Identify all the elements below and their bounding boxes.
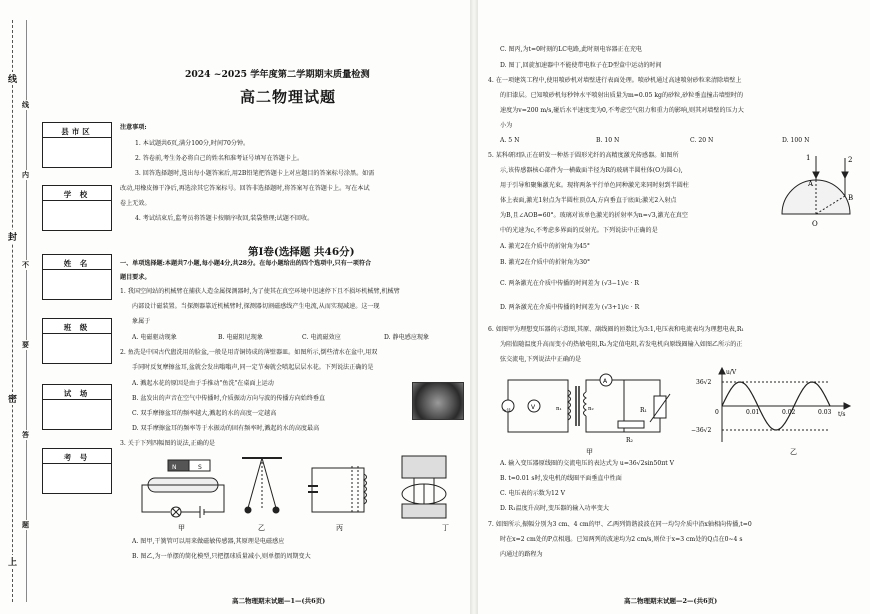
note-char: 线 — [22, 100, 29, 109]
name-field[interactable]: 姓 名 — [42, 254, 112, 300]
fig-label-ding: 丁 — [442, 524, 449, 532]
fig-label-yi: 乙 — [790, 448, 797, 456]
magnet-s-label: S — [198, 464, 202, 471]
binding-strip — [4, 0, 112, 614]
q3-option-c[interactable]: C. 图丙,为t=0时刻的LC电路,此时刻电容器正在充电 — [500, 46, 643, 53]
beam-2-label: 2 — [848, 156, 853, 164]
q1-stem: 内部设计磁装置。当探测器靠近机械臂时,探测器切割磁感线产生电流,从而实现减速。这一现 — [132, 303, 380, 310]
thermistor-label: R₁ — [640, 407, 647, 414]
q6-option-d[interactable]: D. R₁温度升高时,变压器的输入功率变大 — [500, 505, 609, 512]
exam-room-field[interactable]: 试 场 — [42, 384, 112, 430]
q4-option-d[interactable]: D. 100 N — [782, 137, 810, 144]
q4-option-a[interactable]: A. 5 N — [500, 137, 520, 144]
figure-reed-switch — [142, 460, 224, 518]
section-intro: 一、单项选择题:本题共7小题,每小题4分,共28分。在每小题给出的四个选项中,只有一项符合 — [120, 260, 372, 267]
q3-stem: 3. 关于下列四幅图的说法,正确的是 — [120, 440, 216, 447]
q6-stem: 弦交流电,下列说法中正确的是 — [500, 356, 582, 363]
q1-option-a[interactable]: A. 电磁驱动现象 — [132, 334, 177, 341]
q1-stem: 1. 我国空间站的机械臂在捕获人造金属探测器时,为了使其在真空环境中迅速停下且不损坏机械臂,机械臂 — [120, 288, 400, 295]
q2-option-c[interactable]: C. 双手摩擦盆耳的频率越大,溅起的水的高度一定越高 — [132, 410, 277, 417]
exam-page-2 — [478, 0, 870, 614]
secondary-turns-label: n₂ — [588, 406, 594, 412]
fig-label-jia: 甲 — [178, 524, 185, 532]
note-char: 内 — [22, 170, 29, 179]
note-line: 卷上无效。 — [120, 200, 151, 207]
q6-stem: 6. 如图甲为理想变压器的示意图,其原、副线圈的匝数比为3:1,电压表和电流表均为理想电表,R₁ — [488, 326, 744, 333]
point-a-label: A — [808, 180, 814, 188]
notes-heading: 注意事项: — [120, 124, 147, 131]
q5-stem: 体上表面,激光1射点为半圆柱顶点A,方向垂直于底面;激光2入射点 — [500, 197, 677, 204]
note-line: 4. 考试结束后,监考员将答题卡按顺序收回,装袋整理;试题不回收。 — [135, 215, 314, 222]
seal-char: 线 — [8, 72, 17, 85]
graph-tick-label: 0.02 — [782, 409, 796, 416]
point-o-label: O — [812, 220, 818, 228]
figure-pendulum — [242, 458, 282, 513]
q4-option-c[interactable]: C. 20 N — [690, 137, 714, 144]
q3-option-d[interactable]: D. 图丁,回旋加速器中不能使带电粒子在D型盒中运动的时间 — [500, 62, 662, 69]
q2-stem: 2. 鱼洗是中国古代盥洗用的脸盆,一般是用青铜铸成的薄壁器皿。如图所示,倒些清水在盆中,用双 — [120, 349, 378, 356]
voltmeter-label: V — [531, 404, 536, 411]
q6-option-c[interactable]: C. 电压表的示数为12 V — [500, 490, 566, 497]
q4-stem: 速度为v=200 m/s,碰后水平速度变为0,不考虑空气阻力和重力的影响,则其对墙壁的压力大 — [500, 107, 744, 114]
q6-option-a[interactable]: A. 输入变压器原线圈的交流电压的表达式为 u=36√2sin50πt V — [500, 460, 674, 467]
q5-stem: 示,该传感器核心部件为一横截面半径为R的玻璃半圆柱体(O为圆心), — [500, 167, 683, 174]
graph-max-label: 36√2 — [696, 379, 712, 386]
graph-y-label: u/V — [726, 369, 737, 376]
graph-tick-label: 0.01 — [746, 409, 760, 416]
q4-stem: 4. 在一项建筑工程中,使用喷砂机对墙壁进行表面处理。喷砂机通过高速喷射砂粒来清除墙壁上 — [488, 77, 742, 84]
q2-option-b[interactable]: B. 盆发出的声音在空气中传播时,介质振动方向与波的传播方向始终垂直 — [132, 395, 326, 402]
q2-option-a[interactable]: A. 溅起水花的原因是由于手推动"鱼洗"在桌面上运动 — [132, 380, 274, 387]
transformer-circuit — [502, 374, 670, 432]
figure-cyclotron — [402, 456, 446, 518]
q1-stem: 象属于 — [132, 318, 151, 325]
yuxi-basin-photo — [412, 382, 464, 420]
q5-stem: 用于引导和聚集激光束。现将两条平行单色同种激光来同时射到半圆柱 — [500, 182, 689, 189]
q7-stem: 时在x=2 cm处的P点相遇。已知两列的波速均为2 cm/s,则位于x=3 cm处的Q点在0~4 s — [500, 536, 743, 543]
seal-char: 密 — [8, 392, 17, 405]
q6-stem: 为阻值随温度升高而变小的热敏电阻,R₂为定值电阻,若发电机向原线圈输入如图乙所示的正 — [500, 341, 743, 348]
dashed-fold-line — [12, 20, 13, 602]
q2-option-d[interactable]: D. 双手摩擦盆耳的频率等于水振动的固有频率时,溅起的水的高度最高 — [132, 425, 320, 432]
class-field[interactable]: 班 级 — [42, 318, 112, 364]
q5-option-a[interactable]: A. 激光2在介质中的折射角为45° — [500, 243, 590, 250]
note-line: 改动,用橡皮擦干净后,再选涂其它答案标号。回答非选择题时,将答案写在答题卡上。写在本试 — [120, 185, 370, 192]
fig-label-bing: 丙 — [336, 524, 343, 532]
q4-stem: 小为 — [500, 122, 513, 129]
q5-stem: 5. 某科研团队正在研发一种基于圆形光纤的高精度激光传感器。如图所 — [488, 152, 679, 159]
q5-option-d[interactable]: D. 两条激光在介质中传播的时间差为 (√3+1)/c · R — [500, 304, 640, 311]
q3-figures — [120, 452, 460, 534]
point-b-label: B — [848, 194, 854, 202]
q2-stem: 手同时反复摩擦盆耳,盆就会发出嗡嗡声,同一定节奏就会喷起层层水花。下列说法正确的是 — [132, 364, 374, 371]
ammeter-label: A — [603, 378, 608, 385]
q5-option-c[interactable]: C. 两条激光在介质中传播的时间差为 (√3−1)/c · R — [500, 280, 640, 287]
note-char: 要 — [22, 340, 29, 349]
seal-char: 上 — [8, 555, 17, 568]
magnet-n-label: N — [172, 464, 177, 471]
voltage-time-graph — [719, 368, 850, 442]
note-line: 1. 本试题共6页,满分100分,时间70分钟。 — [135, 140, 250, 147]
school-field[interactable]: 学 校 — [42, 185, 112, 231]
page-footer: 高二物理期末试题—2—(共6页) — [624, 597, 718, 605]
q7-stem: 内通过的路程为 — [500, 551, 543, 558]
q5-stem: 中的光速为c,不考虑多界面的反射光。下列说法中正确的是 — [500, 227, 658, 234]
q7-stem: 7. 如图所示,振幅分别为3 cm、4 cm的甲、乙两列简谐波波在同一均匀介质中沿x轴相向传播,t=0 — [488, 521, 752, 528]
graph-min-label: −36√2 — [691, 427, 712, 434]
note-line: 3. 回答选择题时,选出每小题答案后,用2B铅笔把答题卡上对应题目的答案标号涂黑。如需 — [135, 170, 375, 177]
primary-turns-label: n₁ — [556, 406, 562, 412]
seal-char: 封 — [8, 230, 17, 243]
beam-1-label: 1 — [806, 154, 811, 162]
q1-option-c[interactable]: C. 电流磁效应 — [302, 334, 341, 341]
note-line: 2. 答卷前,考生务必将自己的姓名和准考证号填写在答题卡上。 — [135, 155, 304, 162]
q1-option-d[interactable]: D. 静电感应现象 — [384, 334, 430, 341]
graph-tick-label: 0.03 — [818, 409, 832, 416]
source-label: ~u — [502, 407, 511, 414]
candidate-number-field[interactable]: 考 号 — [42, 448, 112, 494]
page-footer: 高二物理期末试题—1—(共6页) — [232, 597, 326, 605]
graph-x-label: t/s — [838, 411, 846, 418]
q5-option-b[interactable]: B. 激光2在介质中的折射角为30° — [500, 259, 591, 266]
q5-semicircle-figure — [776, 150, 856, 240]
note-char: 不 — [22, 260, 29, 269]
page-fold — [470, 0, 478, 614]
note-char: 答 — [22, 430, 29, 439]
q3-option-b[interactable]: B. 图乙,为一单摆的简化模型,只把摆球质量减小,则单摆的周期变大 — [132, 553, 311, 560]
q5-stem: 为B,且∠AOB=60°。玻璃对该单色激光的折射率为n=√3,激光在真空 — [500, 212, 688, 219]
q4-option-b[interactable]: B. 10 N — [596, 137, 620, 144]
exam-subject-title: 高二物理试题 — [240, 88, 337, 106]
note-char: 题 — [22, 520, 29, 529]
county-field[interactable]: 县市区 — [42, 122, 112, 168]
q6-option-b[interactable]: B. t=0.01 s时,发电机的线圈平面垂直中性面 — [500, 475, 622, 482]
fig-label-yi: 乙 — [258, 524, 265, 532]
fig-label-jia: 甲 — [586, 448, 593, 456]
exam-year-title: 2024 ~2025 学年度第二学期期末质量检测 — [185, 69, 370, 80]
q3-option-a[interactable]: A. 图甲,干簧管可以用来做磁敏传感器,其原理是电磁感应 — [132, 538, 285, 545]
q6-figures — [500, 366, 860, 456]
q1-option-b[interactable]: B. 电磁阻尼现象 — [218, 334, 263, 341]
section-title: 第Ⅰ卷(选择题 共46分) — [248, 246, 355, 258]
figure-lc-circuit — [308, 466, 367, 514]
section-intro: 题目要求。 — [120, 274, 151, 281]
resistor-label: R₂ — [626, 437, 633, 444]
graph-origin-label: 0 — [715, 409, 719, 416]
q4-stem: 的旧漆层。已知喷砂机每秒钟水平喷射出质量为m=0.05 kg的砂粒,砂粒垂直撞击墙壁时的 — [500, 92, 744, 99]
